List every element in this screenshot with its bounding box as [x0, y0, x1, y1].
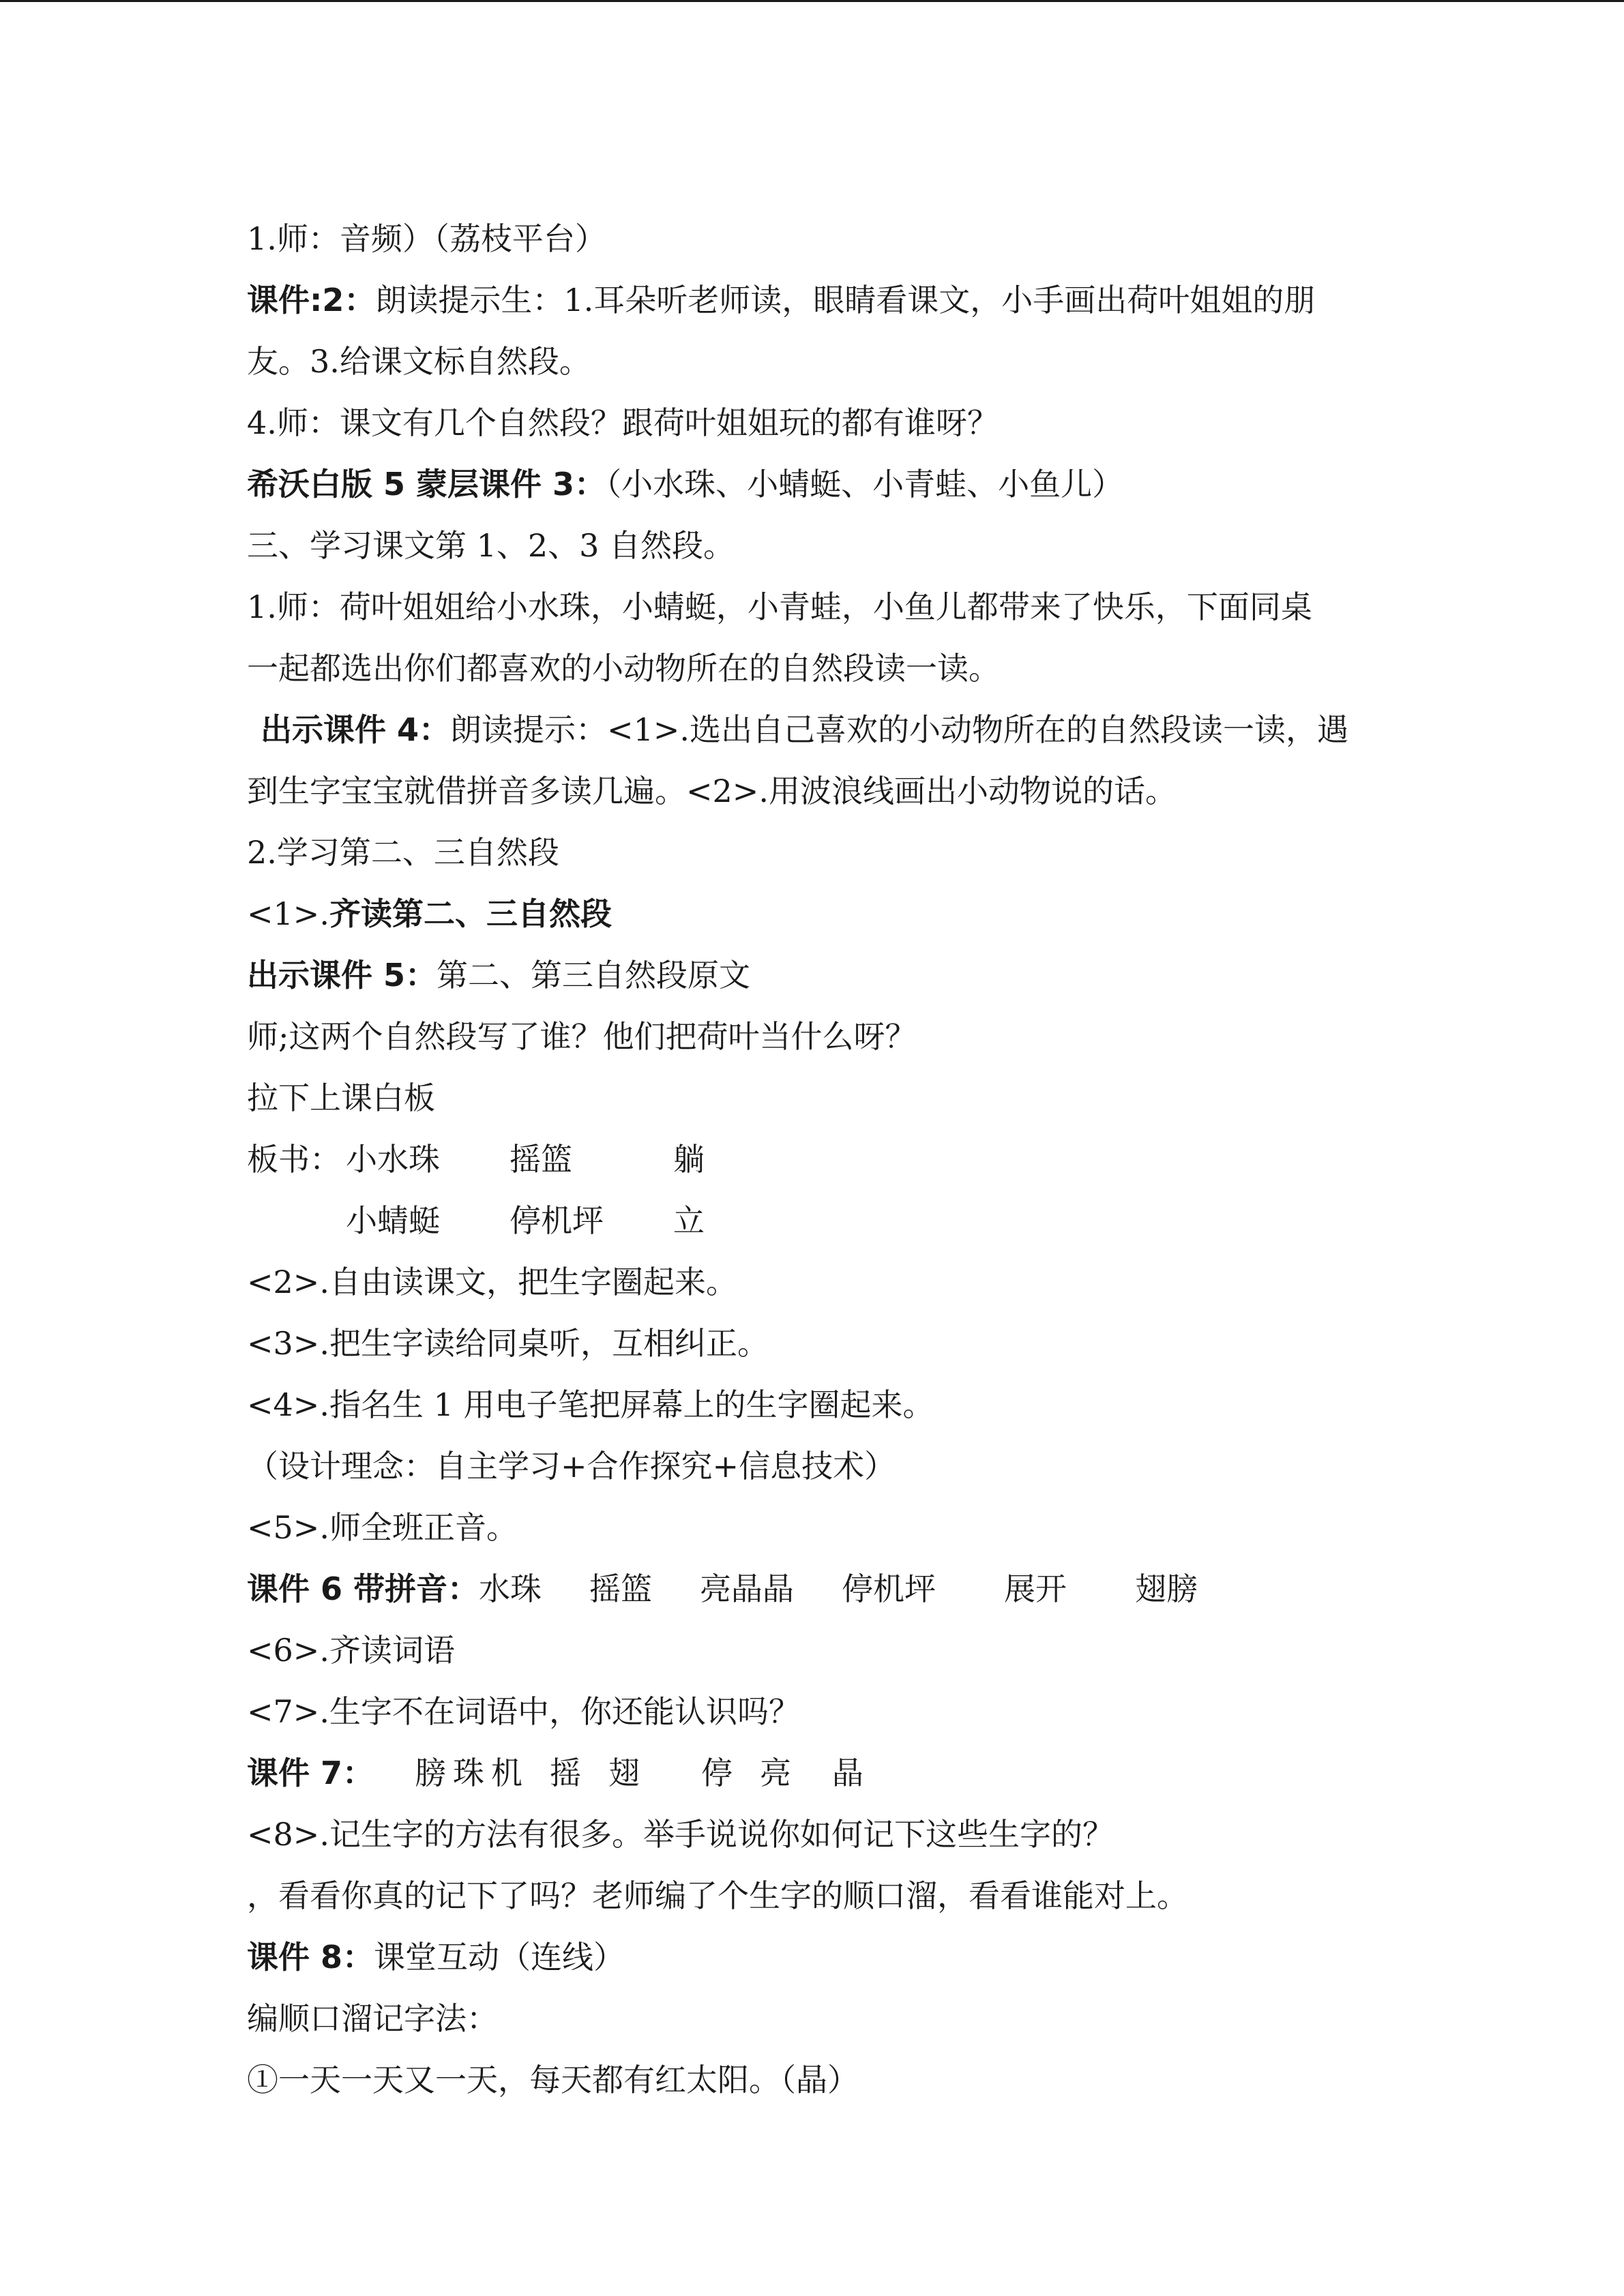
- blackboard-row: [247, 1190, 1386, 1251]
- line-text: 课堂互动（连线）: [374, 1939, 625, 1976]
- blackboard-word: 摇篮: [510, 1141, 572, 1178]
- paragraph-line: [247, 1804, 1386, 1865]
- paragraph-line: [247, 1926, 1386, 1988]
- line-text: ①一天一天又一天，每天都有红太阳。（晶）: [247, 2061, 859, 2098]
- paragraph-line: [247, 1988, 1386, 2049]
- paragraph-line: [247, 760, 1386, 822]
- courseware-label: 希沃白版 5 蒙层课件 3：: [247, 466, 606, 503]
- line-text: 到生字宝宝就借拼音多读几遍。<2>.用波浪线画出小动物说的话。: [247, 773, 1177, 809]
- line-text: 拉下上课白板: [247, 1079, 435, 1116]
- character: 摇: [550, 1755, 582, 1791]
- character: 亮: [760, 1755, 792, 1791]
- paragraph-line: [247, 208, 1386, 269]
- character: 机: [491, 1755, 523, 1791]
- document-body: [247, 208, 1386, 2111]
- paragraph-line: [247, 453, 1386, 515]
- courseware-label: 课件 6 带拼音：: [247, 1570, 479, 1607]
- paragraph-line: [247, 1620, 1386, 1681]
- courseware-label: 出示课件 4：: [261, 711, 451, 748]
- line-text: 4.师：课文有几个自然段？跟荷叶姐姐玩的都有谁呀？: [247, 404, 999, 441]
- characters-line: [247, 1742, 1386, 1804]
- paragraph-line: [247, 1313, 1386, 1374]
- blackboard-word: 小水珠: [346, 1141, 440, 1178]
- blackboard-word: 停机坪: [510, 1202, 604, 1239]
- line-text: （设计理念：自主学习+合作探究+信息技术）: [247, 1448, 896, 1485]
- paragraph-line: [247, 1497, 1386, 1558]
- character: 翅: [608, 1755, 640, 1791]
- page-top-border: [0, 0, 1624, 2]
- courseware-label: 课件 8：: [247, 1939, 374, 1976]
- line-text: 友。3.给课文标自然段。: [247, 343, 591, 380]
- line-text: 一起都选出你们都喜欢的小动物所在的自然段读一读。: [247, 650, 1000, 687]
- line-text: 师;这两个自然段写了谁？他们把荷叶当什么呀？: [247, 1018, 917, 1055]
- paragraph-line: [247, 1435, 1386, 1497]
- paragraph-line: [247, 576, 1386, 638]
- section-heading: [247, 515, 1386, 576]
- line-text: <7>.生字不在词语中，你还能认识吗？: [247, 1693, 800, 1730]
- line-text: 朗读提示：<1>.选出自己喜欢的小动物所在的自然段读一读，遇: [450, 711, 1349, 748]
- blackboard-word: 躺: [673, 1141, 705, 1178]
- paragraph-line: [247, 883, 1386, 944]
- paragraph-line: [247, 1681, 1386, 1742]
- bold-text: 齐读第二、三自然段: [329, 895, 612, 932]
- courseware-label: 课件:2：: [247, 282, 376, 318]
- line-text: ，看看你真的记下了吗？老师编了个生字的顺口溜，看看谁能对上。: [247, 1877, 1188, 1914]
- line-text: <3>.把生字读给同桌听，互相纠正。: [247, 1325, 769, 1362]
- character: 珠: [453, 1755, 485, 1791]
- vocab-word: 摇篮: [589, 1570, 653, 1607]
- paragraph-line: [247, 392, 1386, 453]
- paragraph-line: [247, 331, 1386, 392]
- character: 停: [701, 1755, 733, 1791]
- blackboard-label: 板书：: [247, 1141, 341, 1178]
- paragraph-line: [247, 822, 1386, 883]
- line-text: 第二、第三自然段原文: [437, 957, 751, 994]
- vocab-word: 停机坪: [842, 1570, 936, 1607]
- courseware-label: 出示课件 5：: [247, 957, 437, 994]
- paragraph-line: [247, 1374, 1386, 1435]
- paragraph-line: [247, 944, 1386, 1006]
- vocab-word: 展开: [1004, 1570, 1067, 1607]
- character: 晶: [832, 1755, 864, 1791]
- line-text: <4>.指名生 1 用电子笔把屏幕上的生字圈起来。: [247, 1386, 934, 1423]
- paragraph-line: [247, 1251, 1386, 1313]
- character: 膀: [415, 1755, 447, 1791]
- line-text: 1.师：荷叶姐姐给小水珠，小蜻蜓，小青蛙，小鱼儿都带来了快乐，下面同桌: [247, 588, 1312, 625]
- line-text: <5>.师全班正音。: [247, 1509, 518, 1546]
- line-text: 1.师：音频）（荔枝平台）: [247, 220, 606, 257]
- line-text: <8>.记生字的方法有很多。举手说说你如何记下这些生字的？: [247, 1816, 1114, 1853]
- paragraph-line: [247, 1865, 1386, 1926]
- paragraph-line: [247, 2049, 1386, 2111]
- line-text: 三、学习课文第 1、2、3 自然段。: [247, 527, 735, 564]
- paragraph-line: [247, 699, 1386, 760]
- pinyin-words-line: [247, 1558, 1386, 1620]
- vocab-word: 水珠: [479, 1570, 542, 1607]
- line-text: 朗读提示生：1.耳朵听老师读，眼睛看课文，小手画出荷叶姐姐的朋: [375, 282, 1316, 318]
- courseware-label: 课件 7：: [247, 1755, 374, 1791]
- paragraph-line: [247, 269, 1386, 331]
- line-text: 2.学习第二、三自然段: [247, 834, 559, 871]
- line-text: <1>.: [247, 895, 329, 932]
- paragraph-line: [247, 1006, 1386, 1067]
- blackboard-row: [247, 1129, 1386, 1190]
- paragraph-line: [247, 1067, 1386, 1129]
- blackboard-word: 立: [673, 1202, 705, 1239]
- vocab-word: 亮晶晶: [700, 1570, 795, 1607]
- line-text: 编顺口溜记字法：: [247, 2000, 498, 2037]
- line-text: <2>.自由读课文，把生字圈起来。: [247, 1264, 737, 1300]
- blackboard-word: 小蜻蜓: [346, 1202, 440, 1239]
- paragraph-line: [247, 638, 1386, 699]
- line-text: <6>.齐读词语: [247, 1632, 455, 1669]
- line-text: （小水珠、小蜻蜓、小青蛙、小鱼儿）: [606, 466, 1124, 503]
- vocab-word: 翅膀: [1135, 1570, 1198, 1607]
